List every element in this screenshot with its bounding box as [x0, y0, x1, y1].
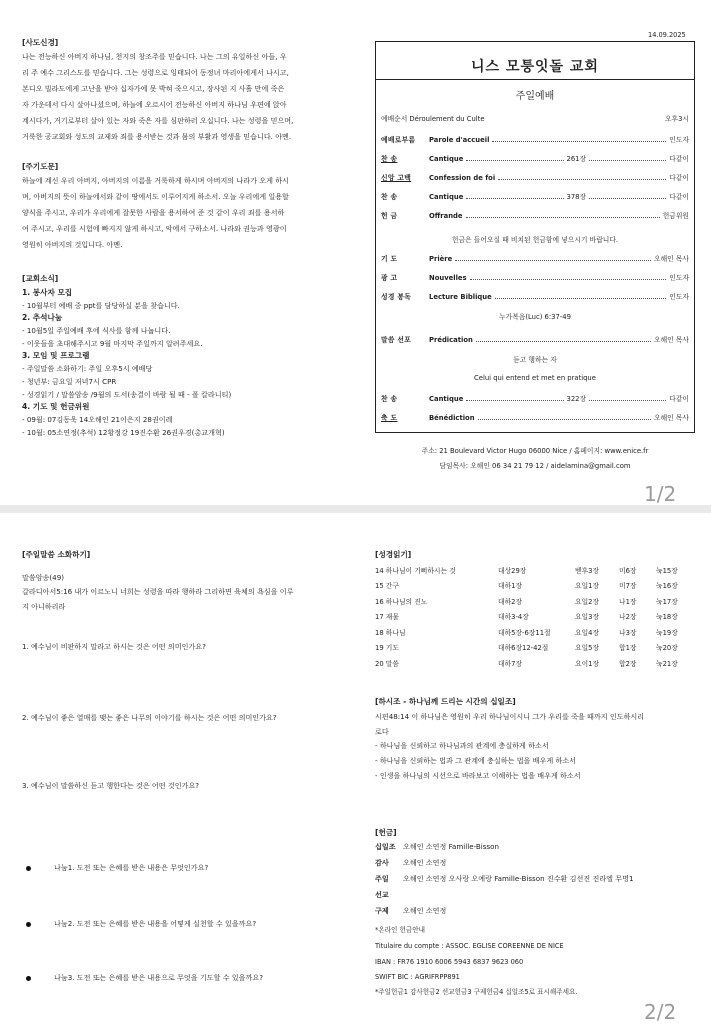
- order-of-worship-box: [375, 41, 695, 433]
- news-item-title: 4. 기도 및 헌금위원: [22, 402, 90, 411]
- service-name: 주일예배: [515, 91, 555, 102]
- sharing-2: 나눔2. 도전 또는 은혜를 받은 내용을 어떻게 실천할 수 있을까요?: [54, 919, 257, 928]
- news-item-line: - 이웃들을 초대해주시고 9월 마지막 주일까지 알려주세요.: [22, 339, 203, 348]
- dotted-leader: [476, 341, 651, 342]
- reading-plan-row: [375, 640, 686, 656]
- reading-plan-cell: 대상29장: [498, 566, 527, 575]
- bulletin-page-1: [0, 0, 711, 505]
- order-item-french: Confession de foi: [429, 174, 496, 182]
- reading-plan-cell: 19 기도: [375, 644, 399, 653]
- bullet-dot: [26, 866, 31, 871]
- order-item-leader: 인도자: [669, 293, 689, 301]
- order-item-leader: 다같이: [669, 174, 689, 182]
- order-item-french: Parole d'accueil: [429, 136, 490, 144]
- sharing-1: 나눔1. 도전 또는 은혜를 받은 내용은 무엇인가요?: [54, 863, 209, 872]
- reading-plan-cell: 17 재물: [375, 613, 399, 622]
- offering-row: [375, 887, 403, 903]
- memory-verse-line: 갈라디아서5:16 내가 이르노니 너희는 성령을 따라 행하라 그리하면 육체의 욕심을 이루: [22, 587, 294, 596]
- order-row: [381, 171, 689, 185]
- offering-names: 오해인 소연정 오사랑 오예랑 Famille-Bisson 진수환 김선진 진라엘 무명1: [403, 874, 634, 883]
- dotted-leader: [455, 260, 651, 261]
- memory-verse-label: 말씀암송(49): [22, 573, 64, 582]
- hymn-number: 261장: [565, 152, 589, 166]
- bullet-dot: [26, 922, 31, 927]
- order-item-french: Lecture Biblique: [429, 293, 492, 301]
- offering-names: 오해인 소연정 Famille-Bisson: [403, 842, 499, 851]
- psalm-line: - 인생을 하나님의 시선으로 바라보고 이해하는 법을 배우게 하소서: [375, 771, 581, 780]
- sermon-digest-heading: [주일말씀 소화하기]: [22, 550, 91, 559]
- sermon-title-ko: 듣고 행하는 자: [513, 356, 557, 364]
- sharing-3: 나눔3. 도전 또는 은혜를 받은 내용으로 무엇을 기도할 수 있을까요?: [54, 973, 263, 982]
- order-item-korean: 축 도: [381, 414, 398, 422]
- hymn-number: 378장: [565, 190, 589, 204]
- creed-line: 거룩한 공교회와 성도의 교제와 죄를 용서받는 것과 몸의 부활과 영생을 믿습니다. 아멘.: [22, 132, 292, 141]
- offering-type: 구제: [375, 906, 389, 915]
- dotted-leader: [492, 141, 666, 142]
- order-item-korean: 성경 봉독: [381, 293, 412, 301]
- news-item-line: - 09월: 07김동욱 14오해인 21이은지 28권이레: [22, 415, 173, 424]
- reading-plan-cell: 눅15장: [656, 566, 678, 575]
- church-address: 주소: 21 Boulevard Victor Hugo 06000 Nice / 홈페이지: www.enice.fr: [421, 447, 649, 455]
- dotted-leader: [498, 179, 666, 180]
- reading-plan-cell: 나3장: [619, 628, 637, 637]
- order-item-korean: 찬 송: [381, 193, 398, 201]
- church-news-section: [22, 273, 367, 439]
- order-header-label: 예배순서 Déroulement du Culte: [381, 115, 485, 123]
- question-2: 2. 예수님이 좋은 열매를 맺는 좋은 나무의 이야기를 하시는 것은 어떤 의미인가요?: [22, 713, 277, 722]
- reading-plan-cell: 대하5장-6장11절: [498, 628, 551, 637]
- order-row: [381, 252, 689, 266]
- reading-plan-cell: 요일2장: [575, 597, 600, 606]
- lords-prayer-heading: [주기도문]: [22, 162, 59, 171]
- bulletin-page-2: [0, 513, 711, 1024]
- reading-plan-cell: 15 간구: [375, 582, 399, 591]
- reading-plan-row: [375, 609, 686, 625]
- order-row: [381, 190, 689, 204]
- reading-plan-row: [375, 655, 686, 671]
- church-name: 니스 모퉁잇돌 교회: [471, 59, 599, 75]
- reading-plan-cell: 20 말씀: [375, 659, 399, 668]
- prayer-line: 하늘에 계신 우리 아버지, 아버지의 이름을 거룩하게 하시며 아버지의 나라가 오게 하시: [22, 176, 289, 185]
- lords-prayer-section: [22, 161, 367, 253]
- psalm-heading: [하시조 - 하나님께 드리는 시간의 십일조]: [375, 697, 516, 706]
- page-number: 1/2: [644, 482, 677, 505]
- order-item-korean: 찬 송: [381, 155, 398, 163]
- order-item-french: Offrande: [429, 212, 463, 220]
- order-item-french: Bénédiction: [429, 414, 475, 422]
- reading-plan-cell: 18 하나님: [375, 628, 406, 637]
- reading-plan-row: [375, 593, 686, 609]
- psalm-line: - 하나님을 신뢰하는 법과 그 관계에 충실하는 법을 배우게 하소서: [375, 756, 577, 765]
- pastor-contact: 담임목사: 오해인 06 34 21 79 12 / aidelamina@gmail.com: [439, 462, 631, 470]
- news-item-title: 3. 모임 및 프로그램: [22, 351, 90, 360]
- news-item-line: - 청년부: 금요일 저녁7시 CPR: [22, 377, 117, 386]
- order-row: [381, 152, 689, 166]
- order-item-leader: 인도자: [669, 136, 689, 144]
- offering-names: 오해인 소연정: [403, 858, 447, 867]
- reading-plan-cell: 합2장: [619, 659, 637, 668]
- creed-line: 나는 전능하신 아버지 하나님, 천지의 창조주를 믿습니다. 나는 그의 유일하신 아들, 우: [22, 52, 287, 61]
- reading-plan-cell: 눅20장: [656, 644, 678, 653]
- order-item-french: Prière: [429, 255, 453, 263]
- sermon-digest-section: [22, 549, 362, 561]
- order-item-leader: 다같이: [669, 155, 689, 163]
- order-row: [381, 133, 689, 147]
- order-row: [381, 290, 689, 304]
- prayer-line: 며, 아버지의 뜻이 하늘에서와 같이 땅에서도 이루어지게 하소서. 오늘 우리에게 일용할: [22, 192, 289, 201]
- order-item-french: Cantique: [429, 193, 464, 201]
- order-item-leader: 오해인 목사: [654, 336, 689, 344]
- news-item-line: - 성경읽기 / 말씀암송 /9월의 도서(송결이 바람 될 때 - 폴 칼라니티): [22, 390, 232, 399]
- reading-plan-cell: 대하1장: [498, 582, 523, 591]
- reading-plan-cell: 대하2장: [498, 597, 523, 606]
- creed-body: [22, 49, 367, 145]
- order-row: [381, 392, 689, 406]
- scripture-reference: 누가복음(Luc) 6:37-49: [499, 313, 571, 321]
- iban: IBAN : FR76 1910 6006 5943 6837 9623 060: [375, 958, 524, 966]
- dotted-leader: [466, 217, 660, 218]
- bullet-dot: [26, 976, 31, 981]
- order-row: [381, 271, 689, 285]
- creed-line: 자 가운데서 다시 살아나셨으며, 하늘에 오르시어 전능하신 아버지 하나님 우편에 앉아: [22, 100, 287, 109]
- order-item-korean: 기 도: [381, 255, 398, 263]
- psalm-line: 로다: [375, 727, 389, 736]
- offering-note: 헌금은 들어오실 때 비치된 헌금함에 넣으시기 바랍니다.: [451, 236, 619, 244]
- reading-plan-cell: 눅18장: [656, 613, 678, 622]
- reading-plan-cell: 미7장: [619, 582, 637, 591]
- dotted-leader: [470, 279, 667, 280]
- order-item-korean: 헌 금: [381, 212, 398, 220]
- dotted-leader: [495, 298, 667, 299]
- reading-plan-cell: 요일5장: [575, 644, 600, 653]
- prayer-line: 영원히 아버지의 것입니다. 아멘.: [22, 240, 123, 249]
- order-item-leader: 다같이: [669, 395, 689, 403]
- creed-section: [22, 37, 367, 145]
- order-item-leader: 오해인 목사: [654, 414, 689, 422]
- offering-type: 선교: [375, 890, 389, 899]
- psalm-line: - 하나님을 신뢰하고 하나님과의 관계에 충실하게 하소서: [375, 741, 549, 750]
- offering-note: *주일헌금1 감사헌금2 선교헌금3 구제헌금4 십일조5로 표시해주세요.: [375, 988, 578, 996]
- reading-plan-cell: 14 하나님이 기뻐하시는 것: [375, 566, 456, 575]
- question-1: 1. 예수님이 비판하지 말라고 하시는 것은 어떤 의미인가요?: [22, 642, 206, 651]
- offering-heading: [헌금]: [375, 828, 397, 837]
- reading-plan-cell: 벧후3장: [575, 566, 600, 575]
- offering-row: [375, 903, 446, 919]
- reading-plan-row: [375, 624, 686, 640]
- order-item-korean: 예배로부름: [381, 136, 416, 144]
- order-item-leader: 헌금위원: [662, 212, 689, 220]
- reading-plan-row: [375, 578, 686, 594]
- offering-type: 주일: [375, 874, 389, 883]
- title-divider: [376, 79, 694, 80]
- prayer-line: 양식을 주시고, 우리가 우리에게 잘못한 사람을 용서하여 준 것 같이 우리 죄를 용서하: [22, 208, 285, 217]
- news-item-line: - 10월5일 주일예배 후에 식사를 함께 나눕니다.: [22, 326, 171, 335]
- prayer-line: 여 주시고, 우리를 시험에 빠지지 않게 하시고, 악에서 구하소서. 나라와 권능과 영광이: [22, 224, 287, 233]
- creed-line: 리 주 예수 그리스도를 믿습니다. 그는 성령으로 잉태되어 동정녀 마리아에게서 나시고,: [22, 68, 289, 77]
- offering-row: [375, 871, 634, 887]
- order-item-korean: 말씀 선포: [381, 336, 412, 344]
- reading-plan-row: [375, 562, 686, 578]
- reading-plan-cell: 나1장: [619, 597, 637, 606]
- reading-plan-cell: 요일4장: [575, 628, 600, 637]
- reading-plan-cell: 눅21장: [656, 659, 678, 668]
- order-item-french: Nouvelles: [429, 274, 467, 282]
- order-item-french: Cantique: [429, 155, 464, 163]
- reading-plan-cell: 요이1장: [575, 659, 600, 668]
- reading-plan-cell: 요일3장: [575, 613, 600, 622]
- news-item-title: 2. 추석나눔: [22, 313, 63, 322]
- reading-plan-rows: [375, 562, 686, 671]
- order-header-row: [381, 112, 689, 126]
- reading-plan-cell: 미6장: [619, 566, 637, 575]
- memory-verse-line: 지 아니하리라: [22, 602, 66, 611]
- bulletin-date: 14.09.2025: [648, 31, 686, 39]
- sermon-title-fr: Celui qui entend et met en pratique: [474, 374, 596, 382]
- order-item-leader: 인도자: [669, 274, 689, 282]
- news-item-line: - 10월: 05소연정(추석) 12황정강 19진수환 26권우경(총교개혁): [22, 428, 225, 437]
- reading-plan-cell: 요일1장: [575, 582, 600, 591]
- reading-plan-cell: 눅17장: [656, 597, 678, 606]
- reading-plan-table: [375, 562, 686, 671]
- offering-names: 오해인 소연정: [403, 906, 447, 915]
- online-offering-label: *온라인 헌금안내: [375, 926, 425, 934]
- reading-plan-cell: 대하6장12-42절: [498, 644, 549, 653]
- reading-plan-cell: 합1장: [619, 644, 637, 653]
- page-number: 2/2: [644, 1000, 677, 1024]
- news-item-line: - 10월부터 예배 중 ppt를 담당하실 분을 찾습니다.: [22, 301, 180, 310]
- news-item-title: 1. 봉사자 모집: [22, 288, 73, 297]
- order-item-leader: 오해인 목사: [654, 255, 689, 263]
- order-item-french: Cantique: [429, 395, 464, 403]
- question-3: 3. 예수님이 말씀하신 듣고 행한다는 것은 어떤 것인가요?: [22, 781, 200, 790]
- order-row: [381, 411, 689, 425]
- order-row: [381, 209, 689, 223]
- reading-plan-cell: 대하3-4장: [498, 613, 529, 622]
- order-item-french: Prédication: [429, 336, 473, 344]
- service-time: 오후3시: [664, 115, 689, 123]
- offering-type: 십일조: [375, 842, 396, 851]
- account-holder: Titulaire du compte : ASSOC. EGLISE COREENNE DE NICE: [375, 942, 564, 950]
- offering-type: 감사: [375, 858, 389, 867]
- offering-row: [375, 855, 446, 871]
- order-item-korean: 신앙 고백: [381, 174, 412, 182]
- reading-plan-cell: 눅19장: [656, 628, 678, 637]
- reading-plan-cell: 눅16장: [656, 582, 678, 591]
- offering-row: [375, 839, 499, 855]
- reading-plan-cell: 16 하나님의 진노: [375, 597, 428, 606]
- order-item-leader: 다같이: [669, 193, 689, 201]
- reading-plan-cell: 대하7장: [498, 659, 523, 668]
- order-row: [381, 333, 689, 347]
- church-news-heading: [교회소식]: [22, 274, 59, 283]
- creed-line: 본디오 빌라도에게 고난을 받아 십자가에 못 박혀 죽으시고, 장사된 지 사흘 만에 죽은: [22, 84, 285, 93]
- reading-plan-cell: 나2장: [619, 613, 637, 622]
- order-item-korean: 광 고: [381, 274, 398, 282]
- news-item-line: - 주일말씀 소화하기: 주일 오후5시 예배당: [22, 364, 153, 373]
- reading-plan-heading: [성경읽기]: [375, 550, 412, 559]
- psalm-line: 시편48:14 이 하나님은 영원히 우리 하나님이시니 그가 우리를 죽을 때까지 인도하시리: [375, 712, 645, 721]
- dotted-leader: [478, 419, 651, 420]
- creed-heading: [사도신경]: [22, 38, 59, 47]
- hymn-number: 322장: [565, 392, 589, 406]
- creed-line: 계시다가, 거기로부터 살아 있는 자와 죽은 자를 심판하러 오십니다. 나는 성령을 믿으며,: [22, 116, 294, 125]
- order-item-korean: 찬 송: [381, 395, 398, 403]
- swift-bic: SWIFT BIC : AGRIFRPP891: [375, 973, 460, 981]
